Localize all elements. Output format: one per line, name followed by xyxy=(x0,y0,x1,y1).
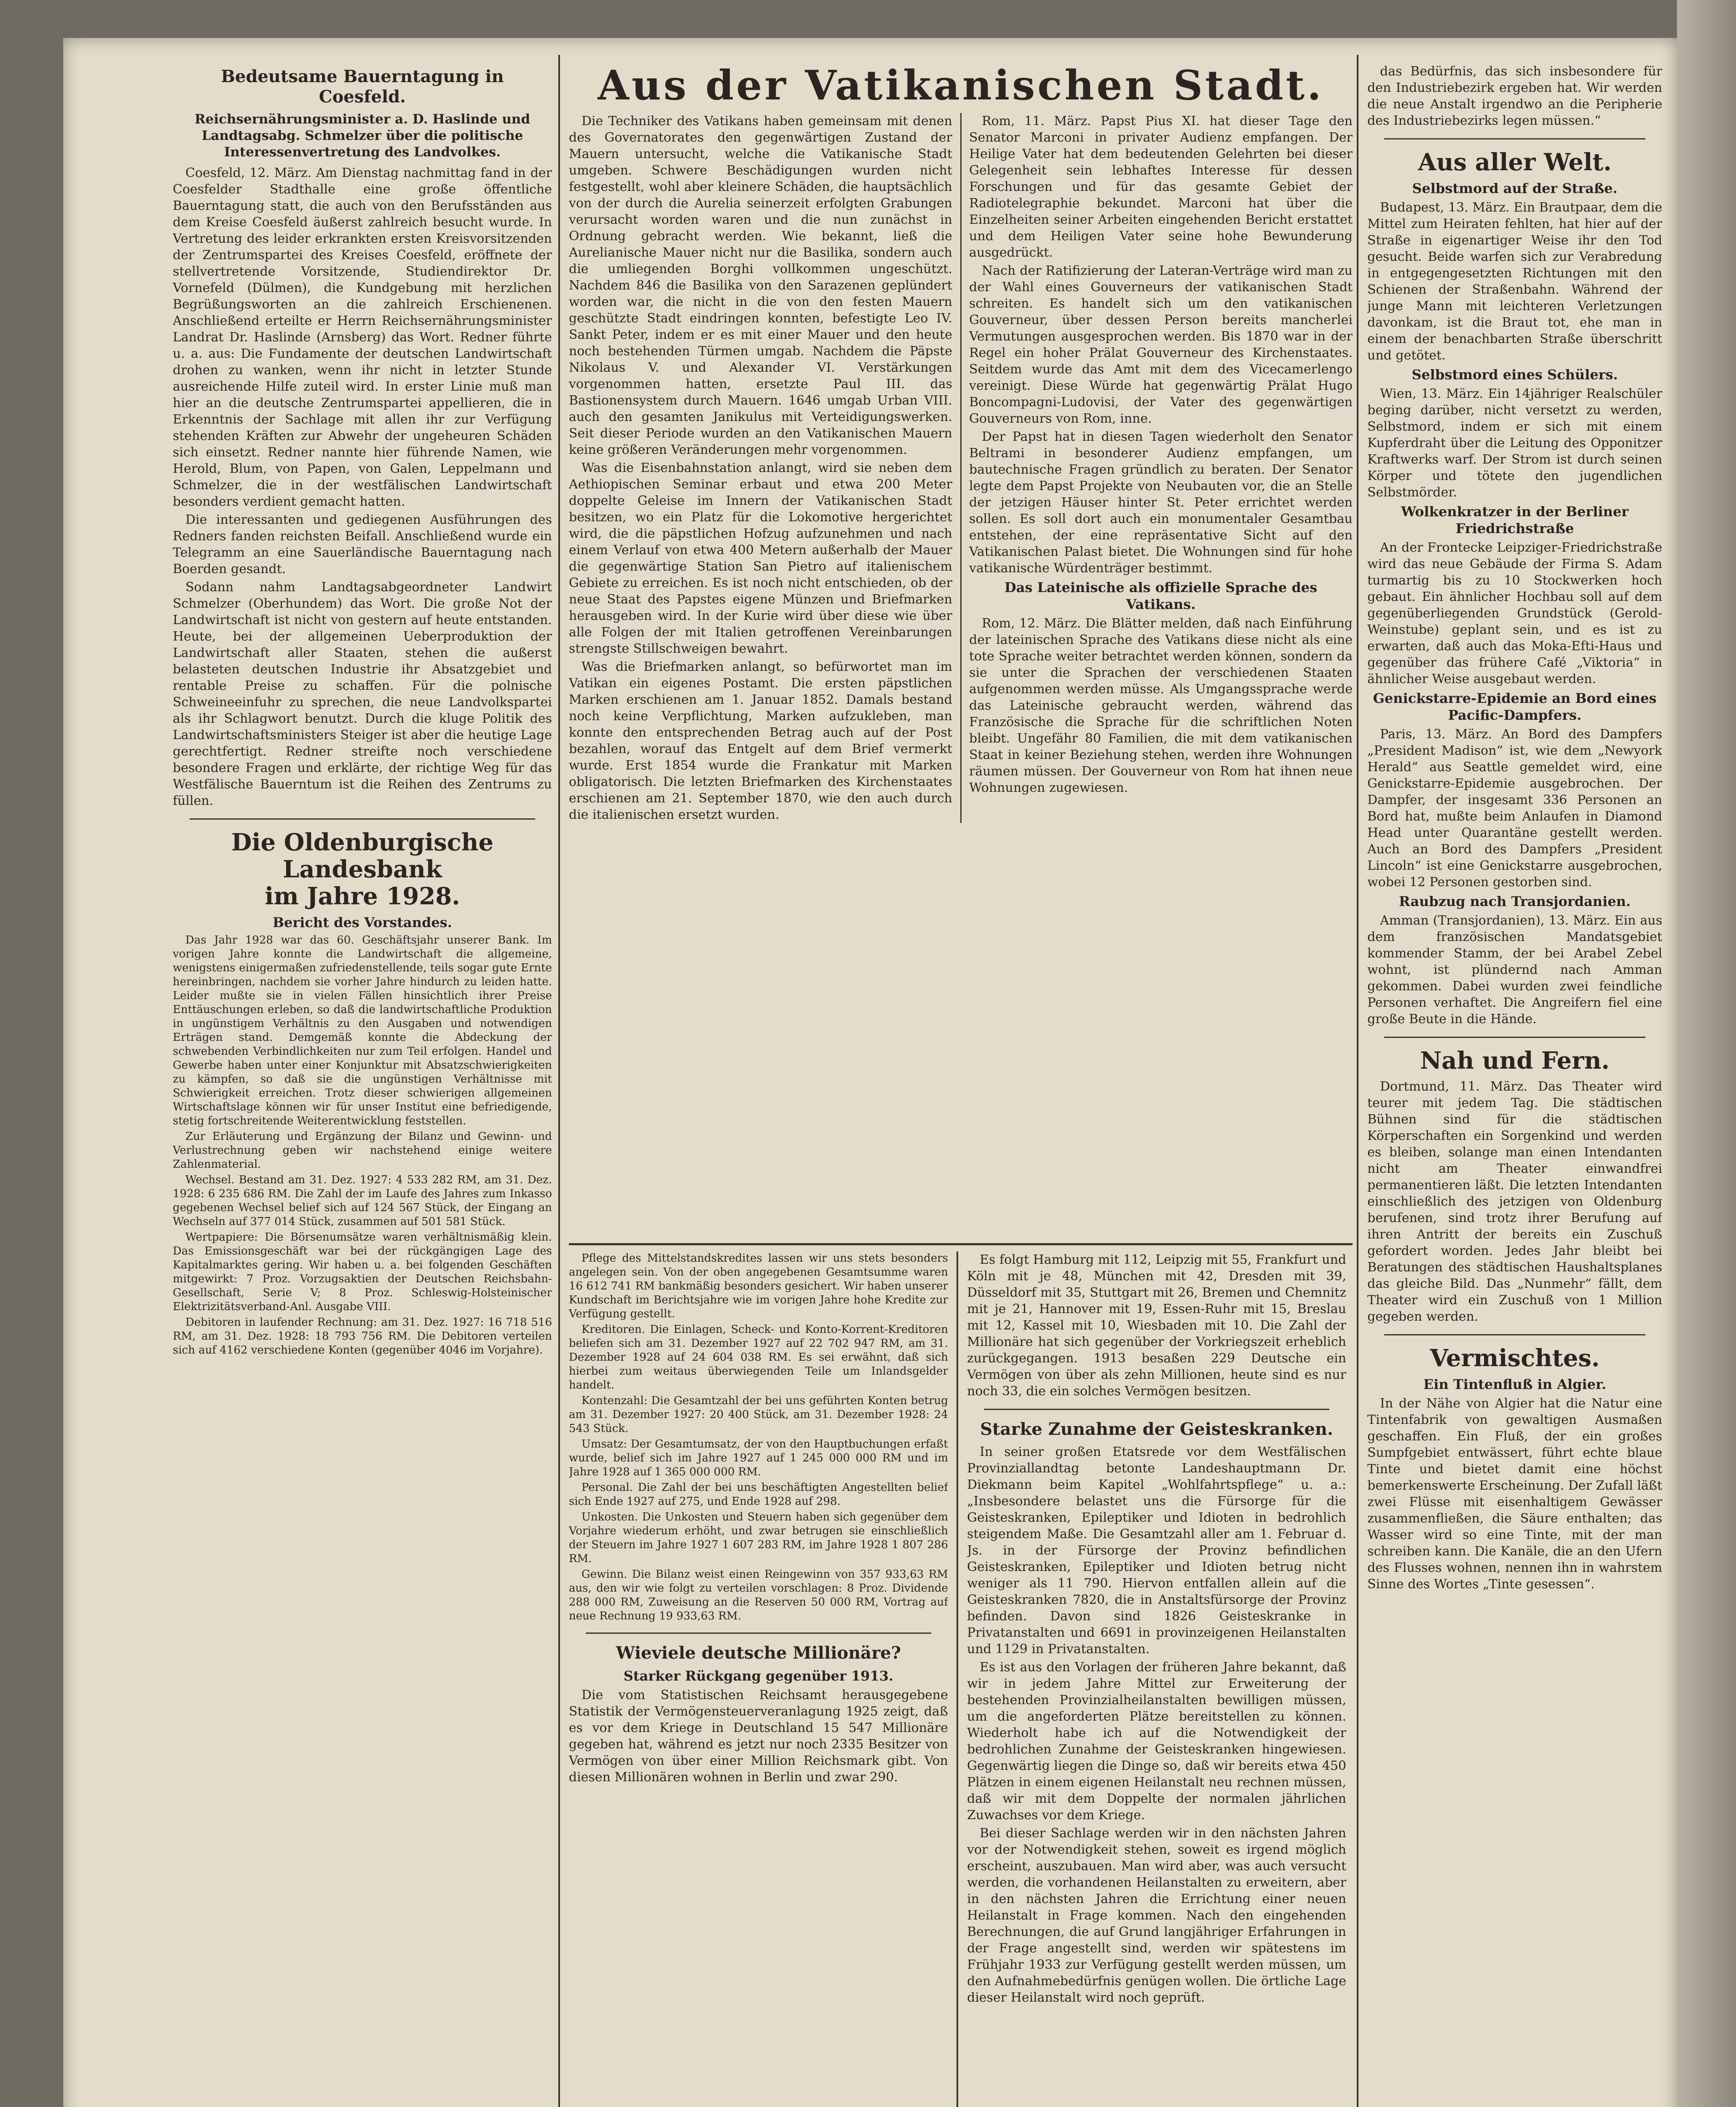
page-edge-shadow xyxy=(1677,0,1736,2107)
subheadline: Selbstmord eines Schülers. xyxy=(1412,367,1618,383)
article-paragraph: Was die Briefmarken anlangt, so befürwortet man im Vatikan ein eigenes Postamt. Die ersten päpstlichen Marken erschienen am 1. Januar 1852. Damals bestand noch keine Verpflichtung, Marken aufzukleben, man konnte den entsprechenden Betrag auch auf der Post bezahlen, worauf das Entgelt auf dem Brief vermerkt wurde. Erst 1854 wurde die Frankatur mit Marken obligatorisch. Die letzten Briefmarken des Kirchenstaates erschienen am 21. September 1870, wie den auch durch die italienischen ersetzt wurden. xyxy=(569,659,952,822)
article-paragraph: Es folgt Hamburg mit 112, Leipzig mit 55, Frankfurt und Köln mit je 48, München mit 42, Dresden mit 39, Düsseldorf mit 35, Stuttgart mit 26, Bremen und Chemnitz mit je 21, Hannover mit 19, Essen-Ruhr mit 15, Breslau mit 12, Kassel mit 10, Wiesbaden mit 10. Die Zahl der Millionäre hat sich gegenüber der Vorkriegszeit erheblich zurückgegangen. 1913 besaßen 229 Deutsche ein Vermögen von über als zehn Millionen, heute sind es nur noch 33, die ein solches Vermögen besitzen. xyxy=(967,1252,1346,1399)
subheadline: Das Lateinische als offizielle Sprache des Vatikans. xyxy=(1004,579,1318,612)
column-3-lower xyxy=(967,1252,1346,2107)
article-paragraph: Sodann nahm Landtagsabgeordneter Landwirt Schmelzer (Oberhundem) das Wort. Die große Not der Landwirtschaft ist nicht von gestern auf heute entstanden. Heute, bei der allgemeinen Ueberproduktion der Landwirtschaft aller Staaten, stehen die außerst belasteten deutschen Industrie ihr Absatzgebiet und rentable Preise zu schaffen. Für die polnische Schweineeinfuhr zu sprechen, die neue Landvolkspartei als ihr Schlagwort benutzt. Durch die kluge Politik des Landwirtschaftsministers Steiger ist aber die heutige Lage gerechtfertigt. Redner streifte noch verschiedene besondere Fragen und erklärte, der richtige Weg für das Westfälische Bauerntum ist die Reihen des Zentrums zu füllen. xyxy=(173,580,552,808)
newspaper-page xyxy=(63,38,1677,2107)
article-paragraph: Die Techniker des Vatikans haben gemeinsam mit denen des Governatorates den gegenwärtigen Zustand der Mauern untersucht, welche die Vatikanische Stadt umgeben. Schwere Beschädigungen wurden nicht festgestellt, wohl aber kleinere Schäden, die hauptsächlich von der durch die Aurelia seinerzeit erfolgten Grabungen verursacht worden waren und die nun zunächst in Ordnung gebracht werden. Wie bekannt, ließ die Aurelianische Mauer nicht nur die Basilika, sondern auch die umliegenden Borghi vollkommen ungeschützt. Nachdem 846 die Basilika von den Sarazenen geplündert worden war, die nicht in die von den festen Mauern geschützte Stadt eindringen konnten, befestigte Leo IV. Sankt Peter, indem er es mit einer Mauer und den heute noch bestehenden Türmen umgab. Nachdem die Päpste Nikolaus V. und Alexander VI. Verstärkungen vorgenommen hatten, ersetzte Paul III. das Bastionensystem durch Mauern. 1646 umgab Urban VIII. auch den gesamten Janikulus mit Verteidigungswerken. Seit dieser Periode wurden an den Vatikanischen Mauern keine größeren Veränderungen mehr vorgenommen. xyxy=(569,114,952,457)
article-paragraph: Das Jahr 1928 war das 60. Geschäftsjahr unserer Bank. Im vorigen Jahre konnte die Landwirtschaft die allgemeine, wenigstens einigermaßen zufriedenstellende, teils sogar gute Ernte hereinbringen, nachdem sie vorher Jahre hindurch zu leiden hatte. Leider mußte sie in vielen Fällen hinsichtlich ihrer Preise Enttäuschungen erleben, so daß die landwirtschaftliche Produktion in ungünstigem Verhältnis zu den Ausgaben und notwendigen Erträgen stand. Demgemäß konnte die Abdeckung der schwebenden Verbindlichkeiten nur zum Teil erfolgen. Handel und Gewerbe haben unter einer Konjunktur mit Absatzschwierigkeiten zu kämpfen, so daß sie die ungünstigen Verhältnisse mit Schwierigkeit erreichen. Trotz dieser schwierigen allgemeinen Wirtschaftslage können wir für unser Institut eine befriedigende, stetig fortschreitende Weiterentwicklung feststellen. xyxy=(173,934,552,1127)
divider xyxy=(984,1409,1329,1410)
headline-millionaere: Wieviele deutsche Millionäre? xyxy=(616,1643,901,1663)
article-paragraph: Umsatz: Der Gesamtumsatz, der von den Hauptbuchungen erfaßt wurde, belief sich im Jahre 1927 auf 1 245 000 000 RM und im Jahre 1928 auf 1 365 000 000 RM. xyxy=(569,1438,948,1478)
article-paragraph: Wien, 13. März. Ein 14jähriger Realschüler beging darüber, nicht versetzt zu werden, Selbstmord, indem er sich mit einem Kupferdraht über die Leitung des Opponitzer Kraftwerks warf. Der Strom ist durch seinen Körper und tötete den jugendlichen Selbstmörder. xyxy=(1367,386,1662,500)
subheadline: Starker Rückgang gegenüber 1913. xyxy=(623,1668,894,1684)
article-paragraph: Budapest, 13. März. Ein Brautpaar, dem die Mittel zum Heiraten fehlten, hat hier auf der Straße in eigenartiger Weise ihr den Tod gesucht. Beide warfen sich zur Verabredung in entgegengesetzten Richtungen mit den Schienen der Straßenbahn. Während der junge Mann mit leichteren Verletzungen davonkam, ist die Braut tot, ehe man in einem der benachbarten Straße überschritt und getötet. xyxy=(1367,200,1662,363)
article-paragraph: In der Nähe von Algier hat die Natur eine Tintenfabrik von gewaltigen Ausmaßen geschaffen. Ein Fluß, der ein großes Sumpfgebiet entwässert, führt echte blaue Tinte und bietet damit eine höchst bemerkenswerte Erscheinung. Der Zufall läßt zwei Flüsse mit eisenhaltigem Gewässer zusammenfließen, die Säure enthalten; das Wasser wird so eine Tinte, mit der man schreiben kann. Die Kanäle, die an den Ufern des Flusses wohnen, nennen ihn in wahrstem Sinne des Wortes „Tinte gesessen“. xyxy=(1367,1396,1662,1592)
column-2-lower xyxy=(569,1252,948,2107)
article-paragraph: Dortmund, 11. März. Das Theater wird teurer mit jedem Tag. Die städtischen Bühnen sind für die städtischen Körperschaften ein Sorgenkind und werden es bleiben, solange man einen Intendanten nicht am Theater einwandfrei permanentieren läßt. Die letzten Intendanten einschließlich des jetzigen von Oldenburg berufenen, sind trotz ihrer Berufung auf ihren Antritt der bereits ein Zuschuß gefordert worden. Jedes Jahr bleibt bei Beratungen des städtischen Haushaltsplanes das gleiche Bild. Das „Nunmehr“ fällt, dem Theater wird ein Zuschuß von 1 Million gegeben werden. xyxy=(1367,1079,1662,1324)
divider xyxy=(190,818,535,820)
article-paragraph: Gewinn. Die Bilanz weist einen Reingewinn von 357 933,63 RM aus, den wir wie folgt zu verteilen vorschlagen: 8 Proz. Dividende 288 000 RM, Zuweisung an die Reserven 50 000 RM, Vortrag auf neue Rechnung 19 933,63 RM. xyxy=(569,1568,948,1622)
headline-line: im Jahre 1928. xyxy=(265,882,460,910)
article-paragraph: Rom, 11. März. Papst Pius XI. hat dieser Tage den Senator Marconi in privater Audienz empfangen. Der Heilige Vater hat dem bedeutenden Gelehrten bei dieser Gelegenheit sein lebhaftes Interesse für dessen Forschungen und für das gesamte Gebiet der Radiotelegraphie bekundet. Marconi hat über die Einzelheiten seiner Arbeiten eingehenden Bericht erstattet und dem Heiligen Vater seine hohe Bewunderung ausgedrückt. xyxy=(969,114,1353,260)
column-rule xyxy=(558,55,560,2107)
article-paragraph: Kontenzahl: Die Gesamtzahl der bei uns geführten Konten betrug am 31. Dezember 1927: 20 400 Stück, am 31. Dezember 1928: 24 543 Stück. xyxy=(569,1394,948,1435)
column-1 xyxy=(173,63,552,2107)
headline-aus-aller-welt: Aus aller Welt. xyxy=(1418,148,1612,176)
article-paragraph: Wechsel. Bestand am 31. Dez. 1927: 4 533 282 RM, am 31. Dez. 1928: 6 235 686 RM. Die Zahl der im Laufe des Jahres zum Inkasso gegebenen Wechsel belief sich auf 124 567 Stück, der Eingang an Wechseln auf 377 014 Stück, zusammen auf 501 581 Stück. xyxy=(173,1174,552,1228)
vatican-article xyxy=(569,59,1353,1239)
article-paragraph: Coesfeld, 12. März. Am Dienstag nachmittag fand in der Coesfelder Stadthalle eine große öffentliche Bauerntagung statt, die auch von den Berufsständen aus dem Kreise Coesfeld äußerst zahlreich besucht wurde. In Vertretung des leider erkrankten ersten Kreisvorsitzenden der Zentrumspartei des Kreises Coesfeld, eröffnete der stellvertretende Vorsitzende, Studiendirektor Dr. Vornefeld (Dülmen), die Kundgebung mit herzlichen Begrüßungsworten an die zahlreich Erschienenen. Anschließend erteilte er Herrn Reichsernährungsminister Landrat Dr. Haslinde (Arnsberg) das Wort. Redner führte u. a. aus: Die Fundamente der deutschen Landwirtschaft drohen zu wanken, wenn ihr nicht in letzter Stunde ausreichende Hilfe zuteil wird. In erster Linie muß man hier an die deutsche Zentrumspartei appellieren, die in Erkenntnis der Sachlage mit allen ihr zur Verfügung stehenden Kräften zur Abwehr der ungeheuren Schäden sich einsetzt. Redner nannte hier führende Namen, wie Herold, Blum, von Papen, von Galen, Leppelmann und Schmelzer, die in der westfälischen Landwirtschaft besonders verdient gemacht hatten. xyxy=(173,166,552,509)
article-paragraph: Wertpapiere: Die Börsenumsätze waren verhältnismäßig klein. Das Emissionsgeschäft war bei der rückgängigen Lage des Kapitalmarktes gering. Wir haben u. a. bei folgenden Geschäften mitgewirkt: 7 Proz. Vorzugsaktien der Deutschen Reichsbahn-Gesellschaft, Serie V; 8 Proz. Schleswig-Holsteinischer Elektrizitätsverband-Anl. Ausgabe VIII. xyxy=(173,1231,552,1313)
divider xyxy=(1384,138,1645,139)
article-paragraph: Kreditoren. Die Einlagen, Scheck- und Konto-Korrent-Kreditoren beliefen sich am 31. Dezember 1927 auf 22 702 947 RM, am 31. Dezember 1928 auf 24 604 038 RM. Es sei erwähnt, daß sich hierbei zum weitaus überwiegenden Teile um Inlandsgelder handelt. xyxy=(569,1323,948,1391)
column-4 xyxy=(1367,63,1662,2107)
article-paragraph: das Bedürfnis, das sich insbesondere für den Industriebezirk ergeben hat. Wir werden die neue Anstalt irgendwo an die Peripherie des Industriebezirks legen müssen.“ xyxy=(1367,64,1662,128)
headline-line: Coesfeld. xyxy=(319,87,406,107)
subheadline: Reichsernährungsminister a. D. Haslinde und Landtagsabg. Schmelzer über die politische Interessenvertretung des Landvolkes. xyxy=(194,112,530,160)
subheadline: Ein Tintenfluß in Algier. xyxy=(1423,1376,1607,1392)
headline-bauerntagung xyxy=(173,67,552,107)
headline-line: Die Oldenburgische Landesbank xyxy=(231,828,494,883)
column-rule xyxy=(956,1252,958,2107)
article-paragraph: Paris, 13. März. An Bord des Dampfers „President Madison“ ist, wie dem „Newyork Herald“ aus Seattle gemeldet wird, eine Genickstarre-Epidemie ausgebrochen. Der Dampfer, der insgesamt 336 Personen an Bord hat, mußte beim Anlaufen in Diamond Head unter Quarantäne gestellt werden. Auch an Bord des Dampfers „President Lincoln“ ist eine Genickstarre ausgebrochen, wobei 12 Personen gestorben sind. xyxy=(1367,727,1662,890)
subheadline: Bericht des Vorstandes. xyxy=(273,914,452,930)
subheadline: Raubzug nach Transjordanien. xyxy=(1399,893,1631,909)
article-paragraph: Debitoren in laufender Rechnung: am 31. Dez. 1927: 16 718 516 RM, am 31. Dez. 1928: 18 793 756 RM. Die Debitoren verteilen sich auf 4162 verschiedene Konten (gegenüber 4046 im Vorjahre). xyxy=(173,1316,552,1356)
article-paragraph: Was die Eisenbahnstation anlangt, wird sie neben dem Aethiopischen Seminar erbaut und etwa 200 Meter doppelte Geleise im Innern der Vatikanischen Stadt besitzen, wo ein Platz für die Lokomotive hergerichtet wird, die die päpstlichen Hofzug aufzunehmen und nach einem Verlauf von etwa 400 Metern außerhalb der Mauer die gegenwärtige Station San Pietro auf italienischem Gebiete zu erreichen. Es ist noch nicht entschieden, ob der neue Staat des Papstes eigene Münzen und Briefmarken herausgeben wird. In der Kurie wird über diese wie über alle Folgen der mit Italien getroffenen Vereinbarungen strengste Stillschweigen bewahrt. xyxy=(569,461,952,656)
article-paragraph: Die vom Statistischen Reichsamt herausgegebene Statistik der Vermögensteuerveranlagung 1925 zeigt, daß es vor dem Kriege in Deutschland 15 547 Millionäre gegeben hat, während es jetzt nur noch 2335 Besitzer von Vermögen von über einer Million Reichsmark gibt. Von diesen Millionären wohnen in Berlin und zwar 290. xyxy=(569,1688,948,1785)
article-paragraph: Nach der Ratifizierung der Lateran-Verträge wird man zu der Wahl eines Gouverneurs der vatikanischen Stadt schreiten. Es handelt sich um den vatikanischen Gouverneur, über dessen Person bereits mancherlei Vermutungen ausgesprochen werden. Bis 1870 war in der Regel ein hoher Prälat Gouverneur des Kirchenstaates. Seitdem wurde das Amt mit dem des Vicecamerlengo vereinigt. Diese Würde hat gegenwärtig Prälat Hugo Boncompagni-Ludovisi, der Vater des gegenwärtigen Gouverneurs von Rom, inne. xyxy=(969,263,1353,426)
column-rule xyxy=(1357,55,1358,2107)
article-paragraph: An der Frontecke Leipziger-Friedrichstraße wird das neue Gebäude der Firma S. Adam turmartig bis zu 10 Stockwerken hoch gebaut. Ein ähnlicher Hochbau soll auf dem gegenüberliegenden Grundstück (Gerold-Weinstube) geplant sein, und es ist zu erwarten, daß auch das Moka-Efti-Haus und gegenüber das frühere Café „Viktoria“ in ähnlicher Weise ausgebaut werden. xyxy=(1367,540,1662,686)
article-paragraph: Die interessanten und gediegenen Ausführungen des Redners fanden reichsten Beifall. Anschließend wurde ein Telegramm an eine Sauerländische Bauerntagung nach Boerden gesandt. xyxy=(173,512,552,576)
article-paragraph: Pflege des Mittelstandskredites lassen wir uns stets besonders angelegen sein. Von der oben angegebenen Gesamtsumme waren 16 612 741 RM bankmäßig besonders gesichert. Wir haben unserer Kundschaft im Berichtsjahre wie im vorigen Jahre hohe Kredite zur Verfügung gestellt. xyxy=(569,1252,948,1320)
article-paragraph: Rom, 12. März. Die Blätter melden, daß nach Einführung der lateinischen Sprache des Vatikans diese nicht als eine tote Sprache weiter betrachtet werden können, sondern da sie unter die Sprachen der verschiedenen Staaten aufgenommen werden müsse. Als Umgangssprache werde das Lateinische gebraucht werden, während das Französische die Sprache für die schriftlichen Noten bleibt. Ungefähr 80 Familien, die mit dem vatikanischen Staat in keiner Beziehung stehen, werden ihre Wohnungen räumen müssen. Der Gouverneur von Rom hat ihnen neue Wohnungen zugewiesen. xyxy=(969,616,1353,795)
divider xyxy=(586,1633,931,1634)
main-headline: Aus der Vatikanischen Stadt. xyxy=(597,62,1324,109)
headline-geisteskranke: Starke Zunahme der Geisteskranken. xyxy=(980,1419,1333,1439)
subheadline: Selbstmord auf der Straße. xyxy=(1412,180,1618,196)
article-paragraph: Unkosten. Die Unkosten und Steuern haben sich gegenüber dem Vorjahre wiederum erhöht, und zwar betrugen sie einschließlich der Steuern im Jahre 1927 1 607 283 RM, im Jahre 1928 1 807 286 RM. xyxy=(569,1511,948,1565)
article-paragraph: Personal. Die Zahl der bei uns beschäftigten Angestellten belief sich Ende 1927 auf 275, und Ende 1928 auf 298. xyxy=(569,1481,948,1508)
subheadline: Genickstarre-Epidemie an Bord eines Pacific-Dampfers. xyxy=(1373,690,1657,723)
article-paragraph: Bei dieser Sachlage werden wir in den nächsten Jahren vor der Notwendigkeit stehen, soweit es irgend möglich erscheint, auszubauen. Man wird aber, was auch versucht werden, die vorhandenen Heilanstalten zu erweitern, aber in den nächsten Jahren die Errichtung einer neuen Heilanstalt in Frage kommen. Nach den eingehenden Berechnungen, die auf Grund langjähriger Erfahrungen in der Frage angestellt sind, werden wir spätestens im Frühjahr 1933 zur Verfügung gestellt werden müssen, um den Aufnahmebedürfnis genügen wollen. Die örtliche Lage dieser Heilanstalt wird noch geprüft. xyxy=(967,1826,1346,2005)
headline-landesbank xyxy=(173,829,552,910)
headline-line: Bedeutsame Bauerntagung in xyxy=(221,67,504,86)
section-rule xyxy=(569,1243,1353,1245)
article-paragraph: Amman (Transjordanien), 13. März. Ein aus dem französischen Mandatsgebiet kommender Stamm, der bei Arabel Zebel wohnt, ist plündernd nach Amman gekommen. Dabei wurden zwei feindliche Personen verhaftet. Die Angreifern fiel eine große Beute in die Hände. xyxy=(1367,913,1662,1027)
article-paragraph: Es ist aus den Vorlagen der früheren Jahre bekannt, daß wir in jedem Jahre Mittel zur Erweiterung der bestehenden Provinzialheilanstalten bewilligen müssen, um die angeforderten Plätze bereitstellen zu können. Wiederholt habe ich auf die Notwendigkeit der bedrohlichen Zunahme der Geisteskranken hingewiesen. Gegenwärtig liegen die Dinge so, daß wir bereits etwa 450 Plätzen in einem eigenen Heilanstalt neu rechnen müssen, daß wir mit dem Doppelte der normalen jährlichen Zuwachses vor dem Kriege. xyxy=(967,1660,1346,1823)
article-paragraph: Der Papst hat in diesen Tagen wiederholt den Senator Beltrami in besonderer Audienz empfangen, um bautechnische Fragen gründlich zu beraten. Der Senator legte dem Papst Projekte von Neubauten vor, die an Stelle der jetzigen Häuser hinter St. Peter errichtet werden sollen. Es soll dort auch ein monumentaler Gesamtbau entstehen, der eine repräsentative Sicht auf den Vatikanischen Palast bietet. Die Wohnungen sind für hohe vatikanische Würdenträger bestimmt. xyxy=(969,429,1353,576)
article-paragraph: Zur Erläuterung und Ergänzung der Bilanz und Gewinn- und Verlustrechnung geben wir nachstehend einige weitere Zahlenmaterial. xyxy=(173,1130,552,1171)
subheadline: Wolkenkratzer in der Berliner Friedrichstraße xyxy=(1401,504,1629,536)
divider xyxy=(1384,1334,1645,1335)
headline-vermischtes: Vermischtes. xyxy=(1430,1344,1600,1372)
divider xyxy=(1384,1037,1645,1038)
article-paragraph: In seiner großen Etatsrede vor dem Westfälischen Provinziallandtag betonte Landeshauptmann Dr. Diekmann beim Kapitel „Wohlfahrtspflege“ u. a.: „Insbesondere belastet uns die Fürsorge für die Geisteskranken, Epileptiker und Idioten in bedrohlich steigendem Maße. Die Gesamtzahl aller am 1. Februar d. Js. in der Fürsorge der Provinz befindlichen Geisteskranken, Epileptiker und Idioten betrug nicht weniger als 11 790. Hiervon entfallen allein auf die Geisteskranken 7820, die in Anstaltsfürsorge der Provinz befinden. Davon sind 1826 Geisteskranke in Privatanstalten und 6691 in provinzeigenen Heilanstalten und 1129 in Privatanstalten. xyxy=(967,1445,1346,1657)
headline-nah-und-fern: Nah und Fern. xyxy=(1420,1047,1610,1075)
